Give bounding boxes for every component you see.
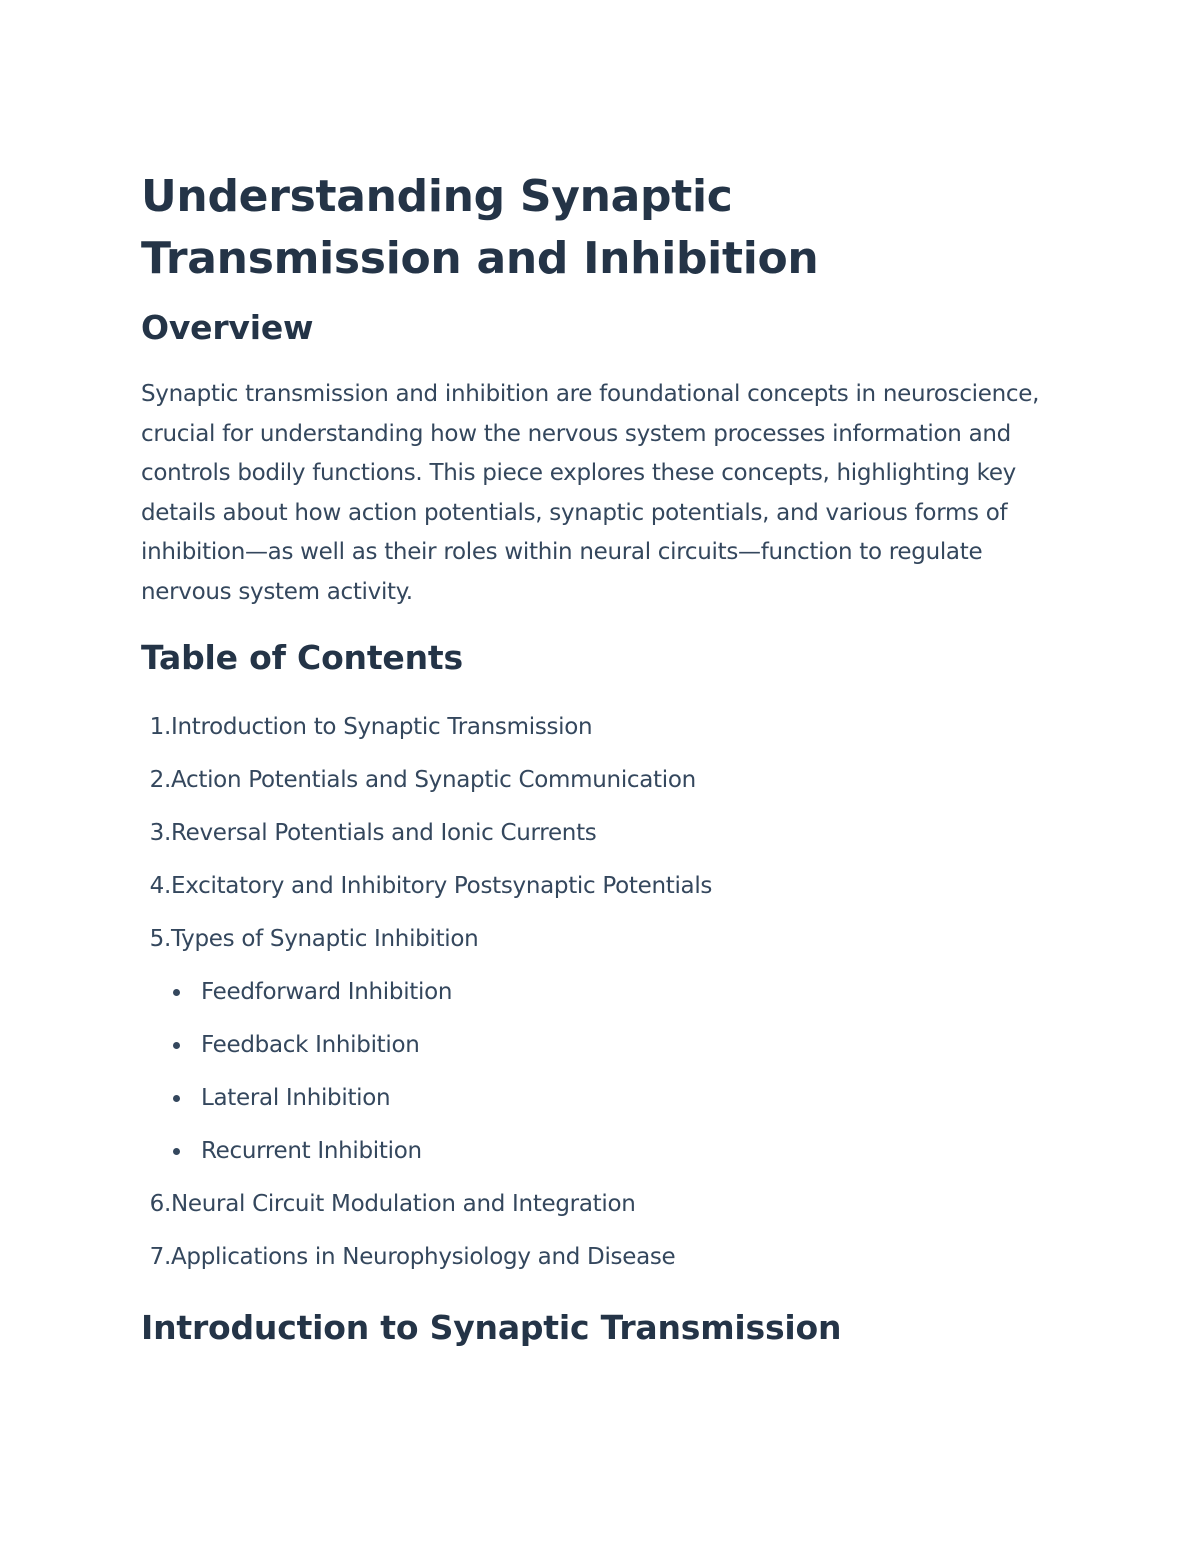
overview-paragraph: Synaptic transmission and inhibition are foundational concepts in neuroscience, crucial for understanding how the nervous system processes information and controls bodily functions. This piece explores these concepts, highlighting key details about how action potentials, synaptic potentials, and various forms of inhibition—as well as their roles within neural circuits—function to regulate nervous system activity. — [141, 381, 1040, 605]
toc-subitem — [141, 1072, 1041, 1125]
overview-heading: Overview — [141, 308, 314, 347]
toc-item — [141, 754, 1041, 807]
bullet-icon — [173, 1148, 180, 1155]
toc-item-label: Excitatory and Inhibitory Postsynaptic Potentials — [171, 872, 713, 899]
toc-subitem — [141, 1125, 1041, 1178]
toc-item — [141, 860, 1041, 913]
toc-item — [141, 807, 1041, 860]
toc-item — [141, 1231, 1041, 1284]
toc-item-label: Types of Synaptic Inhibition — [171, 925, 479, 952]
toc-item — [141, 913, 1041, 966]
toc-item-label: Action Potentials and Synaptic Communication — [171, 766, 696, 793]
toc-item-number: 1. — [149, 713, 171, 740]
toc-sublist — [141, 966, 1041, 1178]
toc-item-number: 4. — [149, 872, 171, 899]
document-page — [141, 166, 1041, 1350]
toc-item-number: 5. — [149, 925, 171, 952]
toc-item — [141, 1178, 1041, 1231]
toc-heading: Table of Contents — [141, 637, 463, 677]
toc-subitem — [141, 1019, 1041, 1072]
toc-item-number: 3. — [149, 819, 171, 846]
table-of-contents-continued — [141, 1178, 1041, 1284]
toc-item-number: 2. — [149, 766, 171, 793]
toc-item-number: 7. — [149, 1243, 171, 1270]
toc-item-label: Introduction to Synaptic Transmission — [171, 713, 593, 740]
bullet-icon — [173, 1042, 180, 1049]
toc-item-label: Applications in Neurophysiology and Disease — [171, 1243, 676, 1270]
toc-item-label: Neural Circuit Modulation and Integration — [171, 1190, 636, 1217]
bullet-icon — [173, 1095, 180, 1102]
toc-subitem-label: Feedforward Inhibition — [201, 978, 453, 1005]
document-title: Understanding Synaptic Transmission and Inhibition — [141, 171, 819, 284]
toc-subitem-label: Recurrent Inhibition — [201, 1137, 422, 1164]
table-of-contents — [141, 701, 1041, 966]
toc-item — [141, 701, 1041, 754]
toc-subitem-label: Feedback Inhibition — [201, 1031, 420, 1058]
toc-item-number: 6. — [149, 1190, 171, 1217]
bullet-icon — [173, 989, 180, 996]
intro-heading: Introduction to Synaptic Transmission — [141, 1307, 842, 1347]
toc-item-label: Reversal Potentials and Ionic Currents — [171, 819, 597, 846]
toc-subitem — [141, 966, 1041, 1019]
toc-subitem-label: Lateral Inhibition — [201, 1084, 391, 1111]
